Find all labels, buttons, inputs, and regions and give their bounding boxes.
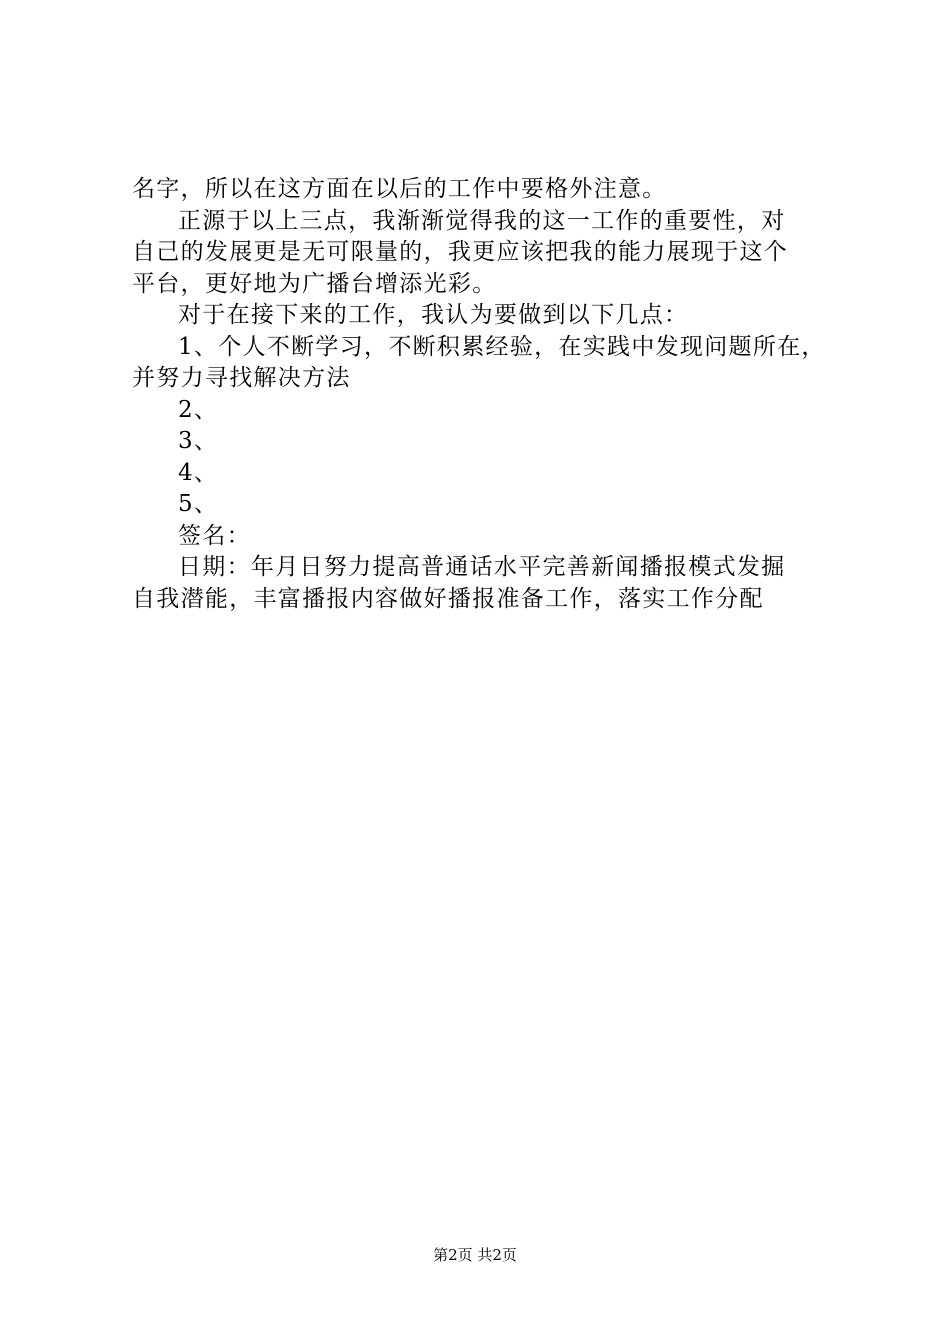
text-line: 名字，所以在这方面在以后的工作中要格外注意。	[132, 176, 667, 202]
list-item: 1、个人不断学习，不断积累经验，在实践中发现问题所在，	[178, 333, 826, 360]
text-line: 自我潜能，丰富播报内容做好播报准备工作，落实工作分配	[132, 585, 764, 612]
paragraph-line: 对于在接下来的工作，我认为要做到以下几点：	[178, 302, 689, 328]
paragraph-line: 正源于以上三点，我渐渐觉得我的这一工作的重要性，对	[178, 207, 786, 234]
text-line: 自己的发展更是无可限量的，我更应该把我的能力展现于这个	[132, 239, 789, 265]
list-item: 5、	[178, 491, 219, 517]
page-footer: 第2页 共2页	[433, 1246, 517, 1264]
list-item: 4、	[178, 459, 219, 486]
date-line: 日期：年月日努力提高普通话水平完善新闻播报模式发掘	[178, 554, 786, 580]
list-item: 2、	[178, 396, 219, 423]
signature-line: 签名：	[178, 522, 251, 549]
document-body	[132, 174, 832, 615]
text-line: 并努力寻找解决方法	[132, 365, 351, 391]
list-item: 3、	[178, 428, 219, 454]
text-line: 平台，更好地为广播台增添光彩。	[132, 270, 497, 297]
